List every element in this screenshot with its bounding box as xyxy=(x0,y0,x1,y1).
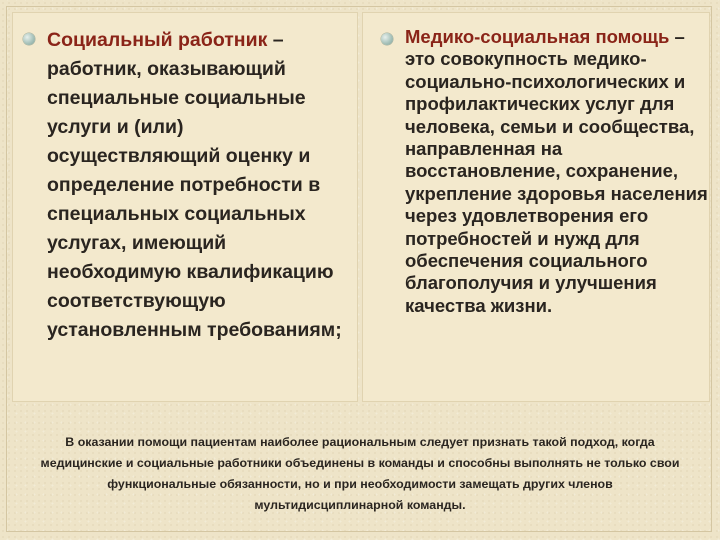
definition-card-social-worker xyxy=(12,12,358,402)
medico-social-help-definition xyxy=(405,26,709,317)
round-bullet-icon xyxy=(381,33,393,45)
medico-social-help-definition-text: – это совокупность медико-социально-психологических и профилактических услуг для человека, семьи и сообщества, направленная на восстановление, сохранение, укрепление здоровья населения через удовлетворения его потребностей и нужд для обеспечения социального благополучия и улучшения качества жизни. xyxy=(405,26,708,316)
round-bullet-icon xyxy=(23,33,35,45)
social-worker-definition xyxy=(47,26,357,345)
social-worker-term: Социальный работник xyxy=(47,29,268,51)
medico-social-help-term: Медико-социальная помощь xyxy=(405,26,670,47)
footnote-text: В оказании помощи пациентам наиболее рациональным следует признать такой подход, когда медицинские и социальные работники объединены в команды и способны выполнять не только свои функциональные обязанности, но и при необходимости замещать других членов мультидисциплинарной команды. xyxy=(40,435,680,512)
social-worker-definition-text: – работник, оказывающий специальные социальные услуги и (или) осуществляющий оценку и определение потребности в специальных социальных услугах, имеющий необходимую квалификацию соответствующую установленным требованиям; xyxy=(47,29,342,341)
definition-card-medico-social-help xyxy=(362,12,710,402)
